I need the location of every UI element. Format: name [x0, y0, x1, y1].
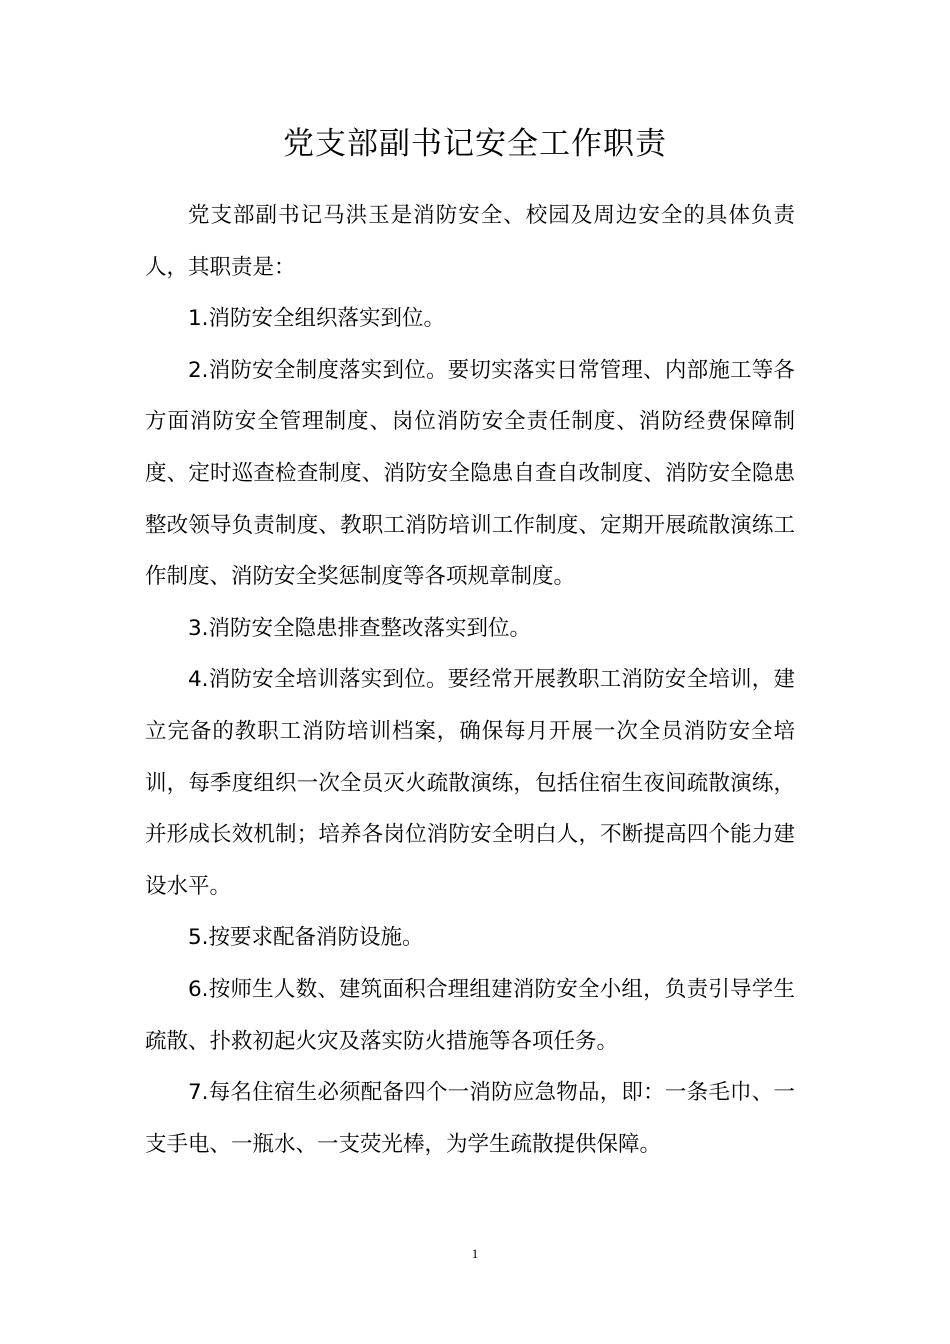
page-number: 1 [471, 1246, 479, 1261]
paragraph-item-2: 2.消防安全制度落实到位。要切实落实日常管理、内部施工等各方面消防安全管理制度、岗位消防安全责任制度、消防经费保障制度、定时巡查检查制度、消防安全隐患自查自改制度、消防安全隐患整改领导负责制度、教职工消防培训工作制度、定期开展疏散演练工作制度、消防安全奖惩制度等各项规章制度。 [145, 357, 795, 590]
paragraph-item-7: 7.每名住宿生必须配备四个一消防应急物品，即：一条毛巾、一支手电、一瓶水、一支荧光棒，为学生疏散提供保障。 [145, 1080, 795, 1157]
paragraph-intro: 党支部副书记马洪玉是消防安全、校园及周边安全的具体负责人，其职责是： [145, 203, 795, 280]
paragraph-item-6: 6.按师生人数、建筑面积合理组建消防安全小组，负责引导学生疏散、扑救初起火灾及落实防火措施等各项任务。 [145, 976, 795, 1054]
document-title: 党支部副书记安全工作职责 [283, 126, 667, 162]
document-body [145, 190, 795, 1170]
paragraph-item-3: 3.消防安全隐患排查整改落实到位。 [188, 615, 532, 641]
paragraph-item-1: 1.消防安全组织落实到位。 [188, 306, 446, 332]
paragraph-item-4: 4.消防安全培训落实到位。要经常开展教职工消防安全培训，建立完备的教职工消防培训档案，确保每月开展一次全员消防安全培训，每季度组织一次全员灭火疏散演练，包括住宿生夜间疏散演练，并形成长效机制；培养各岗位消防安全明白人，不断提高四个能力建设水平。 [145, 667, 795, 899]
paragraph-item-5: 5.按要求配备消防设施。 [188, 925, 424, 951]
